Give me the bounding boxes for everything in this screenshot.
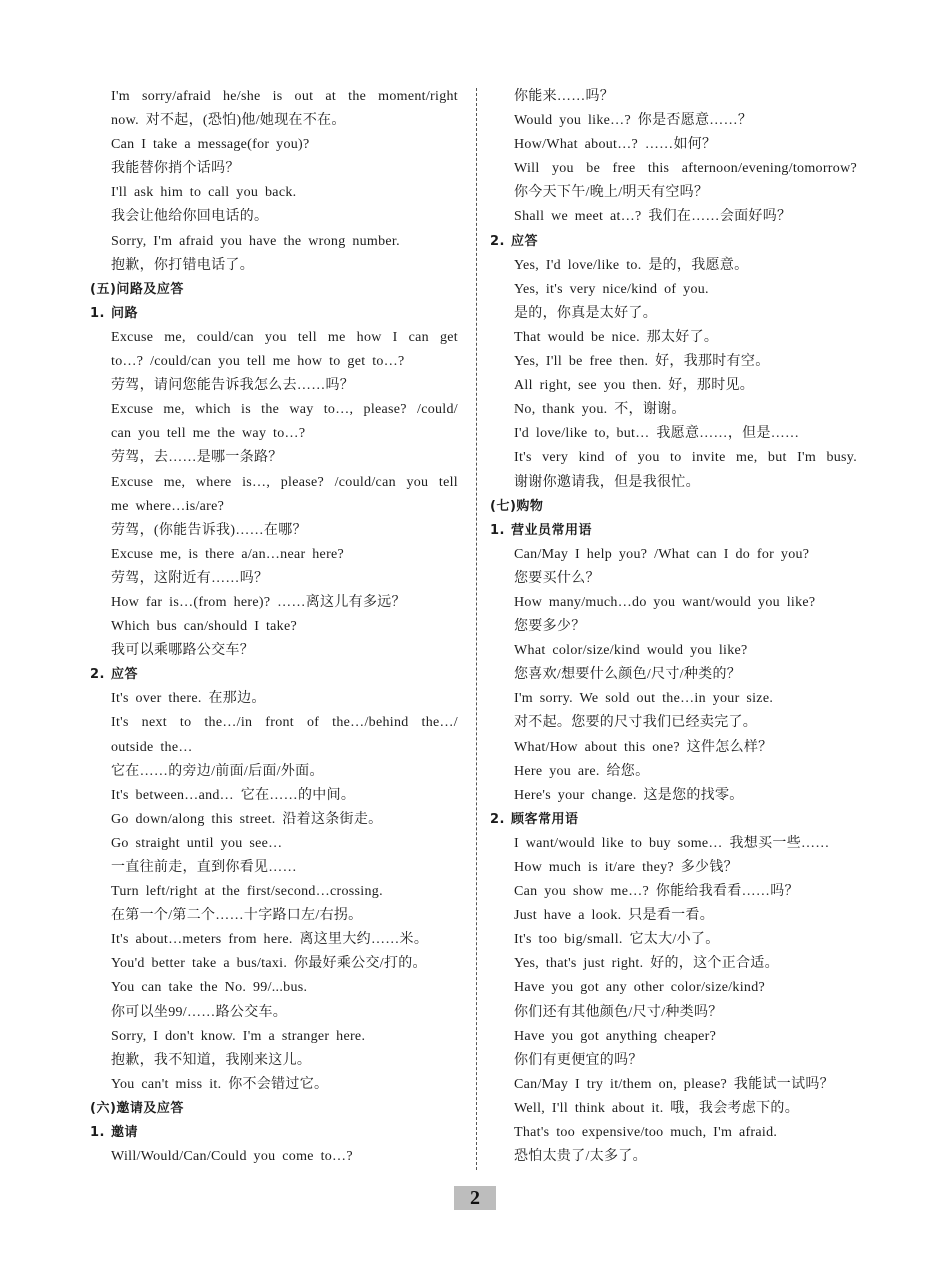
right-column	[490, 85, 857, 1169]
phrase-line: Well, I'll think about it. 哦，我会考虑下的。	[514, 1100, 800, 1116]
phrase-line: What/How about this one? 这件怎么样？	[514, 739, 773, 755]
page-number: 2	[454, 1186, 496, 1210]
phrase-line: Excuse me, where is…, please? /could/can you tell	[111, 474, 458, 490]
subsection-heading-responses: 2. 应答	[90, 667, 139, 683]
phrase-line: Turn left/right at the first/second…crossing.	[111, 884, 383, 900]
phrase-line: 我会让他给你回电话的。	[111, 209, 269, 225]
phrase-line: All right, see you then. 好，那时见。	[514, 378, 755, 394]
phrase-line: Excuse me, is there a/an…near here?	[111, 546, 345, 562]
phrase-line: 你今天下午/晚上/明天有空吗？	[514, 185, 709, 201]
phrase-line: How many/much…do you want/would you like?	[514, 594, 816, 610]
phrase-line: 你可以坐99/……路公交车。	[111, 1004, 288, 1020]
phrase-line: It's very kind of you to invite me, but I'm busy.	[514, 450, 857, 466]
section-heading-invitations: (六)邀请及应答	[90, 1100, 184, 1116]
phrase-line: That's too expensive/too much, I'm afraid.	[514, 1125, 778, 1141]
phrase-line: 我可以乘哪路公交车？	[111, 643, 254, 659]
phrase-line: 抱歉，我不知道，我刚来这儿。	[111, 1052, 312, 1068]
phrase-line: No, thank you. 不，谢谢。	[514, 402, 686, 418]
phrase-line: Can you show me…? 你能给我看看……吗？	[514, 884, 799, 900]
phrase-line: Have you got any other color/size/kind?	[514, 980, 766, 996]
phrase-line: 一直往前走，直到你看见……	[111, 860, 297, 875]
phrase-line: That would be nice. 那太好了。	[514, 329, 719, 345]
phrase-line: Sorry, I'm afraid you have the wrong number.	[111, 233, 400, 249]
phrase-line: 在第一个/第二个……十字路口左/右拐。	[111, 908, 363, 924]
phrase-line: Go straight until you see…	[111, 835, 283, 851]
subsection-heading-customer-phrases: 2. 顾客常用语	[490, 811, 579, 827]
phrase-line: I want/would like to buy some… 我想买一些……	[514, 835, 830, 851]
subsection-heading-inviting: 1. 邀请	[90, 1125, 139, 1141]
phrase-line: It's too big/small. 它太大/小了。	[514, 932, 720, 948]
phrase-line: 谢谢你邀请我，但是我很忙。	[514, 474, 700, 490]
phrase-line: now. 对不起，(恐怕)他/她现在不在。	[111, 113, 346, 129]
phrase-line: It's next to the…/in front of the…/behind the…/	[111, 715, 458, 731]
phrase-line: Will you be free this afternoon/evening/tomorrow?	[514, 161, 857, 177]
phrase-line: Shall we meet at…? 我们在……会面好吗？	[514, 209, 792, 225]
phrase-line: 你们有更便宜的吗？	[514, 1052, 643, 1068]
phrase-line: 劳驾，(你能告诉我)……在哪？	[111, 522, 307, 538]
phrase-line: How much is it/are they? 多少钱？	[514, 860, 738, 875]
subsection-heading-invitation-responses: 2. 应答	[490, 233, 539, 249]
phrase-line: Here's your change. 这是您的找零。	[514, 787, 744, 803]
phrase-line: I'm sorry. We sold out the…in your size.	[514, 691, 774, 707]
phrase-line: You'd better take a bus/taxi. 你最好乘公交/打的。	[111, 956, 427, 972]
column-divider	[476, 88, 477, 1170]
phrase-line: How/What about…? ……如何？	[514, 137, 717, 153]
phrase-line: 抱歉，你打错电话了。	[111, 257, 254, 273]
phrase-line: can you tell me the way to…?	[111, 426, 306, 442]
phrase-line: How far is…(from here)? ……离这儿有多远？	[111, 594, 406, 610]
phrase-line: 您要多少？	[514, 619, 586, 635]
phrase-line: 你们还有其他颜色/尺寸/种类吗？	[514, 1004, 723, 1020]
section-heading-shopping: (七)购物	[490, 498, 544, 514]
phrase-line: 它在……的旁边/前面/后面/外面。	[111, 763, 324, 779]
phrase-line: It's over there. 在那边。	[111, 691, 266, 707]
phrase-line: I'd love/like to, but… 我愿意……，但是……	[514, 426, 800, 442]
phrase-line: Go down/along this street. 沿着这条街走。	[111, 811, 383, 827]
phrase-line: 你能来……吗？	[514, 89, 615, 104]
phrase-line: Can I take a message(for you)?	[111, 137, 310, 153]
phrase-line: 劳驾，这附近有……吗？	[111, 570, 269, 586]
phrase-line: Yes, I'd love/like to. 是的，我愿意。	[514, 257, 749, 273]
phrase-line: I'm sorry/afraid he/she is out at the moment/right	[111, 89, 458, 104]
phrase-line: Which bus can/should I take?	[111, 619, 298, 635]
phrase-line: Have you got anything cheaper?	[514, 1028, 717, 1044]
phrase-line: Excuse me, which is the way to…, please? /could/	[111, 402, 458, 418]
phrase-line: 对不起。您要的尺寸我们已经卖完了。	[514, 715, 758, 731]
phrase-line: You can't miss it. 你不会错过它。	[111, 1076, 329, 1092]
phrase-line: It's about…meters from here. 离这里大约……米。	[111, 932, 429, 948]
phrase-line: 劳驾，请问您能告诉我怎么去……吗？	[111, 378, 355, 394]
phrase-line: Sorry, I don't know. I'm a stranger here.	[111, 1028, 366, 1044]
phrase-line: 您要买什么？	[514, 570, 600, 586]
left-column	[90, 85, 458, 1169]
phrase-line: Here you are. 给您。	[514, 763, 650, 779]
phrase-line: It's between…and… 它在……的中间。	[111, 787, 356, 803]
phrase-line: Can/May I help you? /What can I do for you?	[514, 546, 810, 562]
phrase-line: I'll ask him to call you back.	[111, 185, 297, 201]
phrase-line: outside the…	[111, 739, 193, 755]
phrase-line: Yes, that's just right. 好的，这个正合适。	[514, 956, 779, 972]
section-heading-asking-directions: (五)问路及应答	[90, 281, 184, 297]
phrase-line: 是的，你真是太好了。	[514, 305, 657, 321]
phrase-line: You can take the No. 99/...bus.	[111, 980, 308, 996]
phrase-line: 我能替你捎个话吗？	[111, 161, 240, 177]
phrase-line: Just have a look. 只是看一看。	[514, 908, 715, 924]
phrase-line: to…? /could/can you tell me how to get to…?	[111, 354, 405, 370]
phrase-line: Can/May I try it/them on, please? 我能试一试吗？	[514, 1076, 834, 1092]
phrase-line: Yes, I'll be free then. 好，我那时有空。	[514, 354, 770, 370]
phrase-line: 恐怕太贵了/太多了。	[514, 1149, 647, 1165]
phrase-line: Excuse me, could/can you tell me how I can get	[111, 329, 458, 345]
subsection-heading-shop-assistant-phrases: 1. 营业员常用语	[490, 522, 593, 538]
phrase-line: Will/Would/Can/Could you come to…?	[111, 1149, 353, 1165]
phrase-line: Yes, it's very nice/kind of you.	[514, 281, 709, 297]
phrase-line: 您喜欢/想要什么颜色/尺寸/种类的？	[514, 667, 742, 683]
phrase-line: Would you like…? 你是否愿意……？	[514, 113, 753, 129]
subsection-heading-asking-the-way: 1. 问路	[90, 305, 139, 321]
phrase-line: What color/size/kind would you like?	[514, 643, 748, 659]
phrase-line: me where…is/are?	[111, 498, 225, 514]
phrase-line: 劳驾，去……是哪一条路？	[111, 450, 283, 466]
